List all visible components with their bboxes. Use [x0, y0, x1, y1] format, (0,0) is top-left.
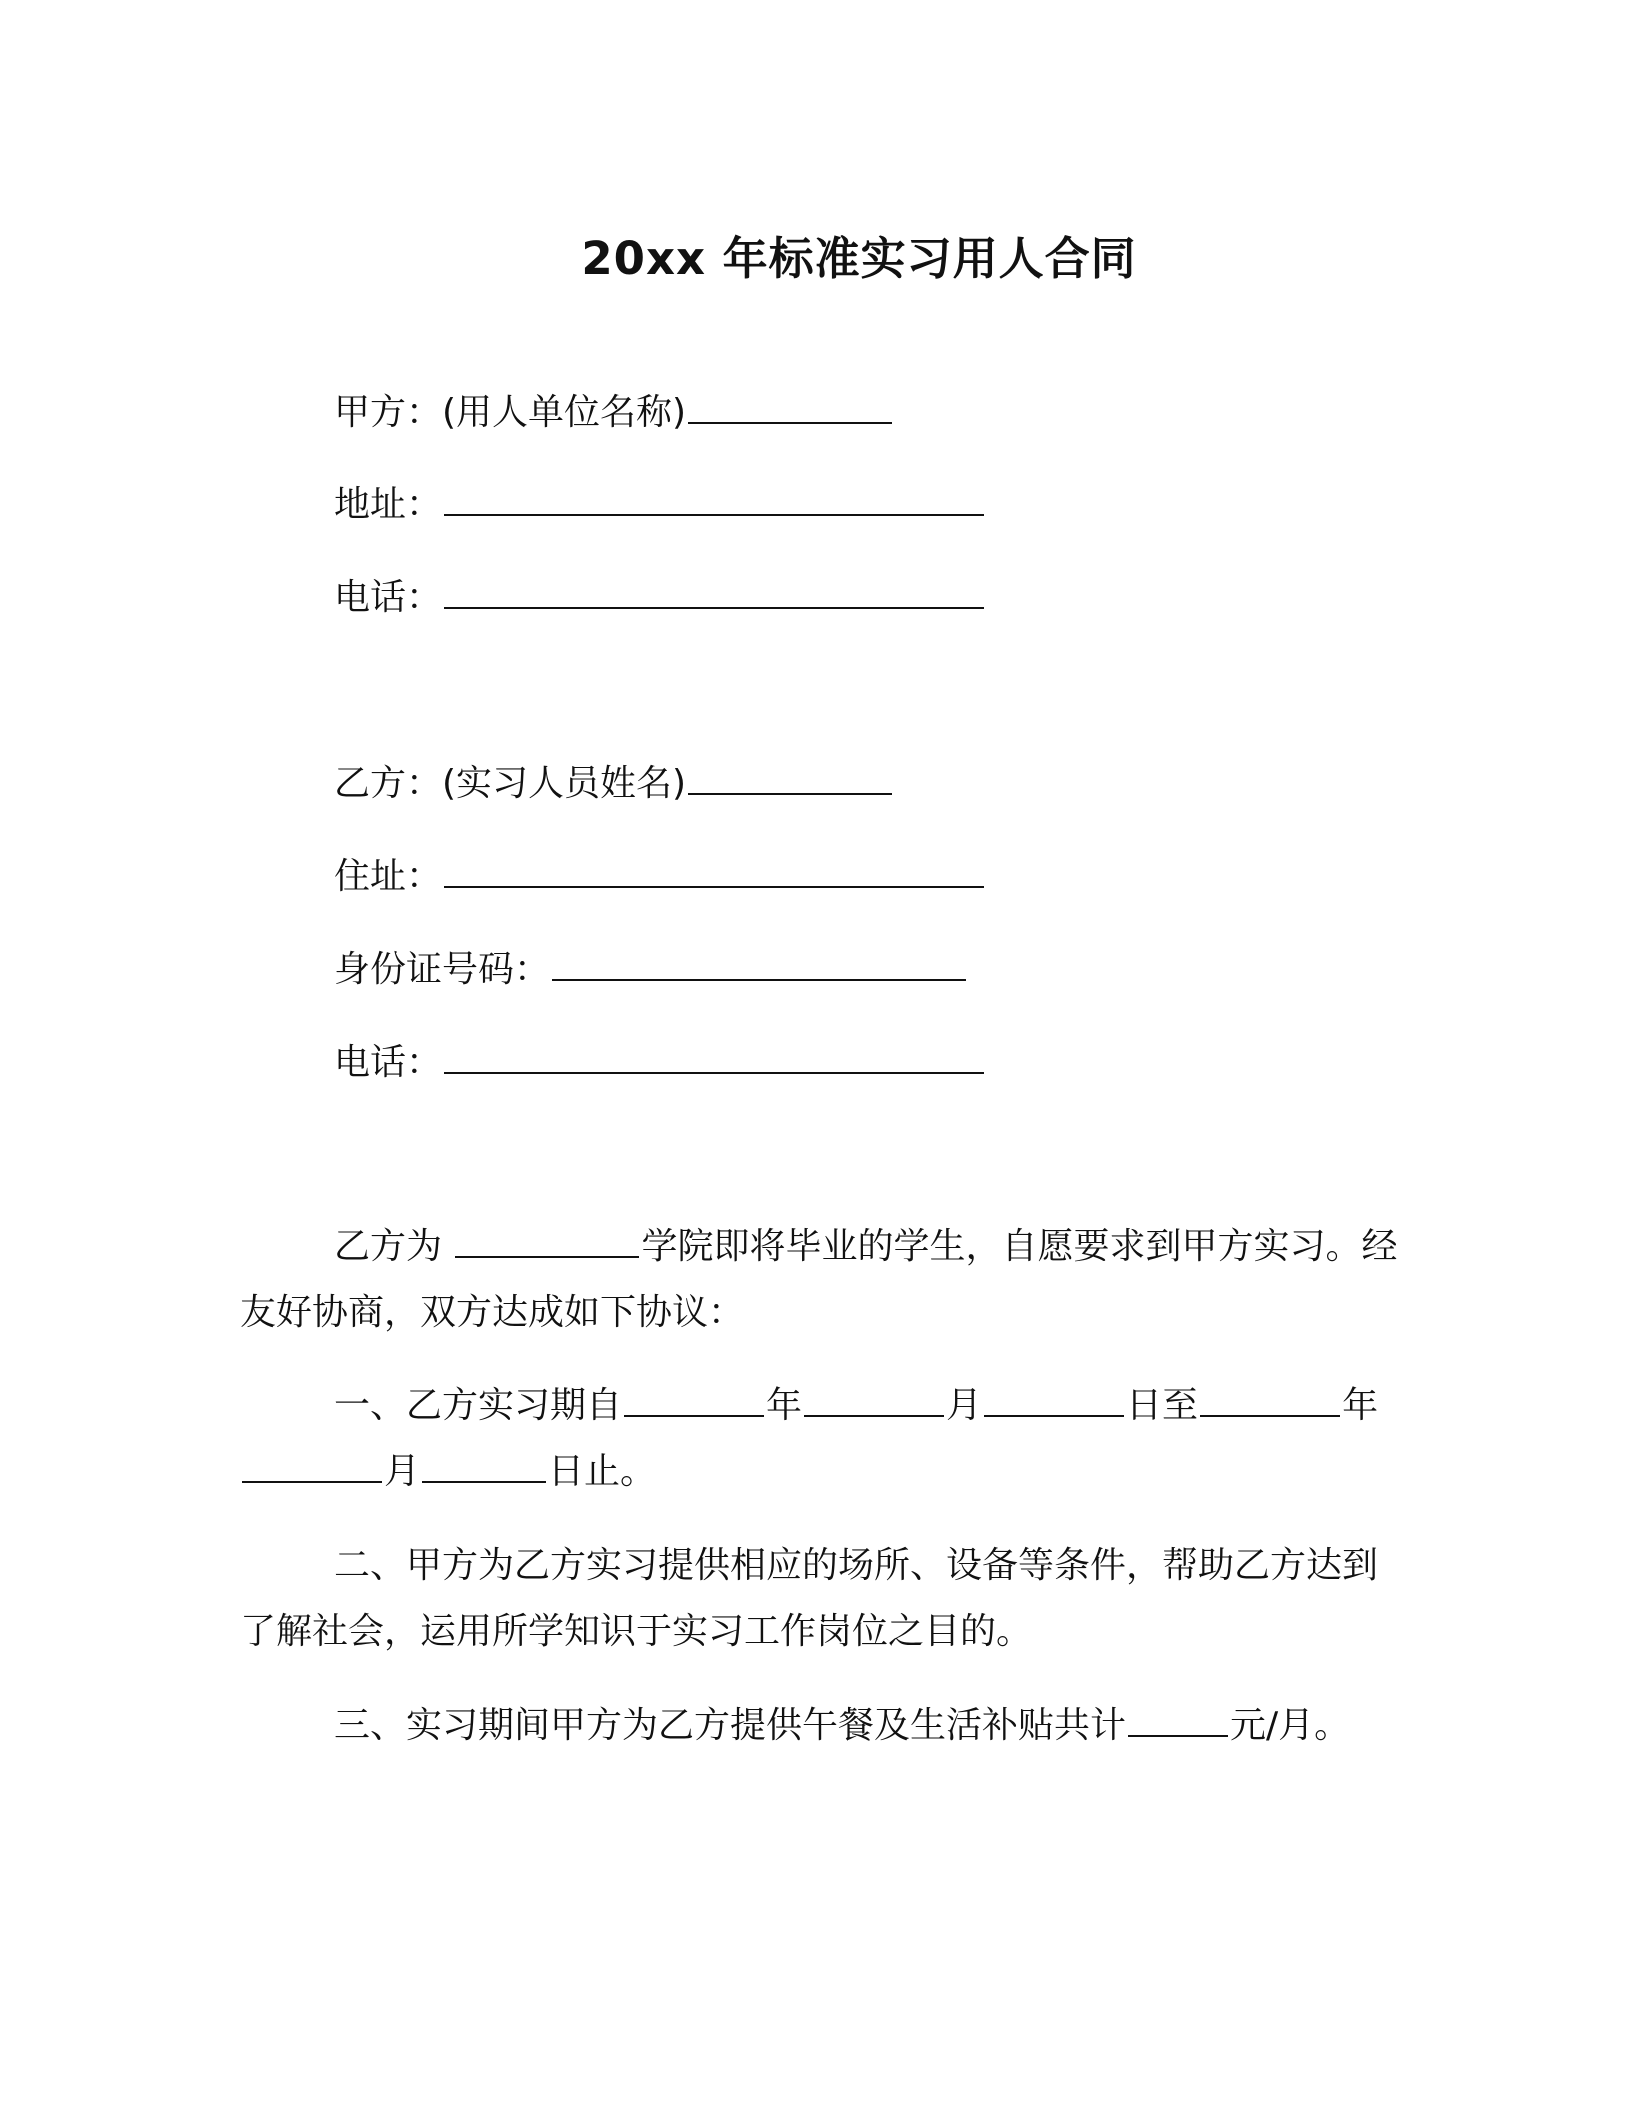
party-b-address-line: [334, 850, 986, 901]
party-a-name-label: 甲方：(用人单位名称): [334, 392, 687, 433]
party-b-phone-line: [334, 1036, 986, 1087]
clause-1-paragraph: [240, 1373, 1400, 1505]
clause-1-month-1: 月: [946, 1385, 983, 1426]
party-b-phone-label: 电话：: [334, 1042, 443, 1083]
party-a-name-line: [334, 386, 894, 437]
clause-1-month-2: 月: [384, 1451, 421, 1492]
clause-3-paragraph: [240, 1693, 1400, 1759]
end-year-blank[interactable]: [1200, 1379, 1340, 1417]
intro-text: 学院即将毕业的学生，自愿要求到甲方实习。经友好协商，双方达成如下协议：: [240, 1226, 1398, 1333]
start-month-blank[interactable]: [804, 1379, 944, 1417]
clause-3-start: 三、实习期间甲方为乙方提供午餐及生活补贴共计: [334, 1705, 1127, 1746]
intro-prefix: 乙方为: [334, 1226, 443, 1267]
party-b-id-label: 身份证号码：: [334, 949, 551, 990]
party-a-address-blank[interactable]: [444, 478, 984, 516]
party-a-phone-label: 电话：: [334, 577, 443, 618]
end-month-blank[interactable]: [242, 1445, 382, 1483]
intro-paragraph: [240, 1214, 1400, 1346]
clause-1-year-2: 年: [1342, 1385, 1379, 1426]
start-year-blank[interactable]: [624, 1379, 764, 1417]
clause-1-day-to: 日至: [1126, 1385, 1199, 1426]
college-blank[interactable]: [455, 1220, 639, 1258]
clause-2-text: 二、甲方为乙方实习提供相应的场所、设备等条件，帮助乙方达到了解社会，运用所学知识于实习工作岗位之目的。: [240, 1545, 1379, 1652]
start-day-blank[interactable]: [984, 1379, 1124, 1417]
clause-3-end: 元/月。: [1230, 1705, 1351, 1746]
party-b-address-blank[interactable]: [444, 850, 984, 888]
clause-2-paragraph: [240, 1533, 1400, 1665]
party-a-phone-line: [334, 571, 986, 622]
party-a-phone-blank[interactable]: [444, 571, 984, 609]
party-a-address-line: [334, 478, 986, 529]
clause-1-start: 一、乙方实习期自: [334, 1385, 623, 1426]
end-day-blank[interactable]: [422, 1445, 546, 1483]
party-b-phone-blank[interactable]: [444, 1036, 984, 1074]
party-b-name-label: 乙方：(实习人员姓名): [334, 763, 687, 804]
allowance-blank[interactable]: [1128, 1699, 1228, 1737]
party-b-name-blank[interactable]: [688, 757, 892, 795]
party-a-address-label: 地址：: [334, 484, 443, 525]
party-b-address-label: 住址：: [334, 856, 443, 897]
document-title: 20xx 年标准实习用人合同: [581, 232, 1137, 285]
party-a-name-blank[interactable]: [688, 386, 892, 424]
clause-1-year-1: 年: [766, 1385, 803, 1426]
party-b-id-blank[interactable]: [552, 943, 966, 981]
clause-1-end: 日止。: [548, 1451, 657, 1492]
party-b-id-line: [334, 943, 968, 994]
party-b-name-line: [334, 757, 894, 808]
